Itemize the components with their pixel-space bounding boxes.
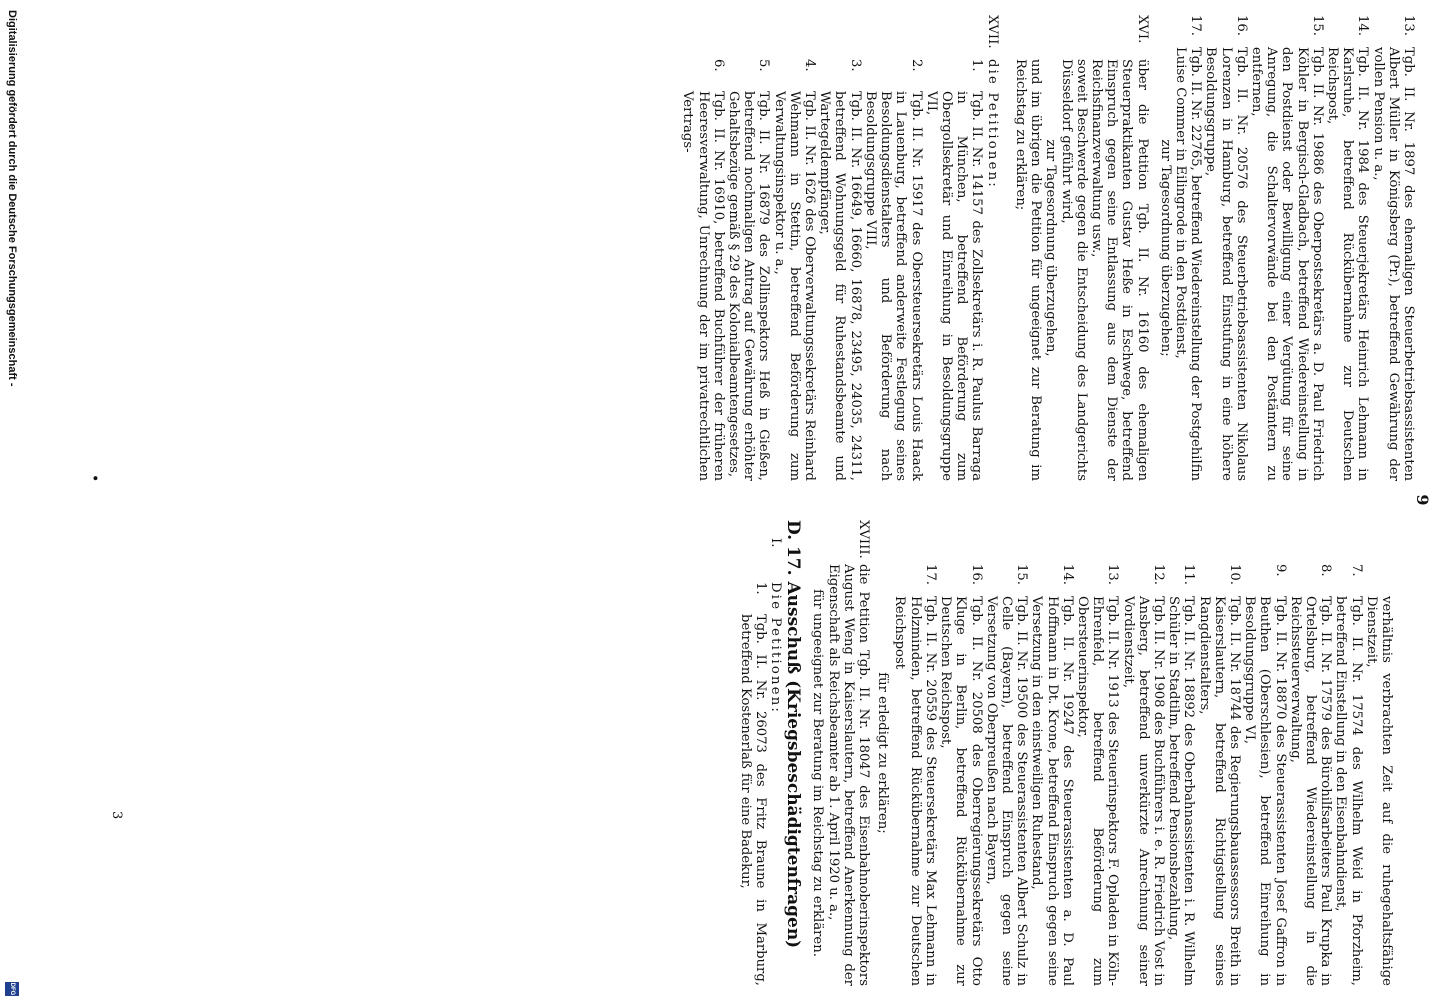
item-text: Tgb. II. Nr. 17579 des Bürohilfsarbeiters Paul Krupka in Ortelsburg, betreffend Wiedereinstellung in die Reichssteuerverwaltung, (1287, 596, 1334, 986)
list-item (1249, 15, 1325, 481)
item-text: Tgb. II. Nr. 17574 des Wilhelm Weid in Pforzheim, betreffend Einstellung in den Eisenbahndienst, (1333, 596, 1364, 986)
subsection-list (680, 59, 984, 481)
item-text: Tgb. II. Nr. 18870 des Steuerassistenten Josef Gaffron in Beuthen (Oberschlesien), betreffend Einreihung in Besoldungsgruppe VI, (1242, 596, 1288, 986)
item-text: Tgb. II. Nr. 16879 des Zollinspektors Heß in Gießen, betreffend nochmaligen Antrag auf Gewährung erhöhter Gehaltsbezüge gemäß § 29 des Kolonialbeamtengesetzes, (726, 91, 772, 481)
roman-numeral: XVI. (1134, 15, 1150, 44)
section-text: über die Petition Tgb. II. Nr. 16160 des ehemaligen Steuerpraktikanten Gustav Heße in Eschwege, betreffend Einspruch gegen seine Entlassung aus dem Dienste der Reichsfinanzverwaltung usw., (1088, 59, 1150, 481)
item-number: 7. (1348, 564, 1364, 577)
item-number: 3. (847, 59, 863, 72)
item-text: Tgb. II. Nr. 18892 des Oberbahnassistenten i. R. Wilhelm Schüler in Stadtilm, betreffend Pensionsbezahlung, (1166, 596, 1197, 986)
left-column (680, 15, 1416, 481)
list-item (1196, 564, 1242, 986)
item-number: 6. (710, 59, 726, 72)
settled-line: für erledigt zu erklären; (875, 672, 891, 834)
item-text: Tgb. II. Nr. 15917 des Obersteuersekretärs Louis Haack in Lauenburg, betreffend anderweite Festlegung seines Besoldungsdienstalters und Beförderung nach Besoldungsgruppe VIII, (862, 91, 924, 481)
item-text: Tgb. II. Nr. 26073 des Fritz Braune in Marburg, betreffend Kostenerlaß für eine Badekur, (737, 614, 768, 986)
item-text: Tgb. II. Nr. 20559 des Steuersekretärs Max Lehmann in Holzminden, betreffend Rückübernahme zur Deutschen Reichspost (892, 596, 938, 986)
item-text: Tgb. II. Nr. 19247 des Steuerassistenten a. D. Paul Hoffmann in Dt. Krone, betreffend Einspruch gegen seine Versetzung in den einstweiligen Ruhestand, (1029, 596, 1075, 986)
item-text: Tgb. II. Nr. 20576 des Steuerbetriebsassistenten Nikolaus Lorenzen in Hamburg, betreffend Einstufung in eine höhere Besoldungsgruppe, (1203, 47, 1249, 481)
roman-numeral: XVII. (984, 15, 1000, 49)
ink-dot: • (86, 474, 102, 483)
agenda-line: zur Tagesordnung überzugehen; (1157, 139, 1173, 357)
continued-text: verhältnis verbrachten Zeit auf die ruhegehaltsfähige Dienstzeit, (1363, 596, 1394, 986)
digitization-credit-strip (0, 0, 22, 1000)
item-number: 5. (756, 59, 772, 72)
item-number: 16. (1233, 15, 1249, 36)
footer-page-number: 3 (109, 811, 124, 820)
list-item (1242, 564, 1288, 986)
section-subclause: zur Tagesordnung überzugehen, (1043, 139, 1059, 357)
section-heading: D. 17. Ausschuß (Kriegsbeschädigtenfragen) (783, 520, 804, 949)
item-number: 2. (908, 59, 924, 72)
item-number: 8. (1318, 564, 1334, 577)
subsection-list (737, 582, 767, 986)
list-item (726, 59, 772, 481)
section-xviii (825, 520, 871, 986)
list-item (984, 564, 1030, 986)
section-xvi (1089, 15, 1150, 481)
item-text: Tgb. II. Nr. 20508 des Oberregierungssekretärs Otto Kluge in Berlin, betreffend Rückübernahme zur Deutschen Reichspost, (938, 596, 984, 986)
item-number: 15. (1014, 564, 1030, 585)
list-item (1075, 564, 1121, 986)
list-item (1029, 564, 1075, 986)
list-item (1325, 15, 1371, 481)
item-number: 13. (1105, 564, 1121, 585)
item-text: Tgb. II. Nr. 19886 des Oberpostsekretärs a. D. Paul Friedrich Köhler in Bergisch-Gladbach, betreffend Wiedereinstellung in den Postdienst oder Bewilligung einer Vergütung für seine Anregung, die Schaltervorwände bei den Postämtern zu entfernen, (1248, 47, 1325, 481)
list-item (737, 582, 767, 986)
dfg-logo-icon: DFG (5, 982, 19, 996)
list-item (892, 564, 938, 986)
item-number: 12. (1150, 564, 1166, 585)
list-item (1120, 564, 1166, 986)
list-item (771, 59, 817, 481)
item-number: 10. (1226, 564, 1242, 585)
item-text: Tgb. II. Nr. 16910, betreffend Buchführer der früheren Heeresverwaltung, Unrechnung der im privatrechtlichen Vertrags- (680, 91, 726, 481)
continued-list (892, 564, 1363, 986)
item-number: 9. (1272, 564, 1288, 577)
item-number: 11. (1181, 564, 1197, 585)
item-text: Tgb. II. Nr. 16649, 16660, 16878, 23495, 24035, 24311, betreffend Wohnungsgeld für Ruhestandsbeamte und Wartegeldempfänger, (817, 91, 863, 481)
item-text: Tgb. II. Nr. 1626 des Oberverwaltungssekretärs Reinhard Wehmann in Stettin, betreffend Beförderung zum Verwaltungsinspektor u. a., (771, 91, 818, 481)
item-number: 13. (1401, 15, 1416, 36)
right-column (737, 520, 1394, 986)
item-text: Tgb. II. Nr. 18744 des Regierungsbauassessors Breith in Kaiserslautern, betreffend Richtigstellung seines Rangdienstalters, (1196, 596, 1242, 986)
section-i (768, 538, 783, 986)
item-text: Tgb. II. Nr. 1913 des Steuerinspektors F. Opladen in Köln-Ehrenfeld, betreffend Beförderung zum Obersteuerinspektor, (1074, 596, 1121, 986)
section-subclause: und im übrigen die Petition für ungeeignet zur Beratung im Reichstag zu erklären; (1012, 59, 1044, 481)
item-number: 4. (802, 59, 818, 72)
item-number: 1. (969, 59, 985, 72)
list-item (1333, 564, 1363, 986)
section-subclause: soweit Beschwerde gegen die Entscheidung des Landgerichts Düsseldorf geführt wird, (1058, 59, 1089, 481)
item-number: 14. (1059, 564, 1075, 585)
item-text: Tgb. II. Nr. 1984 des Steuerjekretärs Heinrich Lehmann in Karlsruhe, betreffend Rückübernahme zur Deutschen Reichspost, (1324, 47, 1371, 481)
item-text: Tgb. II. Nr. 14157 des Zollsekretärs i. R. Paulus Barraga in München, betreffend Beförderung zum Obergollsekretär und Einreihung in Besoldungsgruppe VII, (923, 91, 985, 481)
section-xvii (984, 15, 999, 481)
page-number: 9 (1413, 494, 1432, 506)
item-text: Tgb. II. Nr. 22765, betreffend Wiedereinstellung der Postgehilfin Luise Commer in Eilingrode in den Postdienst, (1172, 47, 1204, 481)
item-number: 15. (1309, 15, 1325, 36)
item-number: 16. (968, 564, 984, 585)
list-item (1288, 564, 1334, 986)
item-text: Tgb. II. Nr. 19500 des Steuerassistenten Albert Schulz in Celle (Bayern), betreffend Einspruch gegen seine Versetzung von Oberpreußen nach Bayern, (983, 596, 1030, 986)
list-item (924, 59, 985, 481)
roman-numeral: I. (768, 538, 784, 548)
item-number: 1. (752, 582, 768, 595)
roman-numeral: XVIII. (856, 520, 872, 559)
digitization-credit-text: Digitalisierung gefördert durch die Deutsche Forschungsgemeinschaft - (6, 10, 18, 387)
item-text: Tgb. II. Nr. 1908 des Buchführers i. e. R. Friedrich Vost in Ansberg, betreffend unverkürzte Anrechnung seiner Vordienstzeit, (1120, 596, 1166, 986)
section-text: die Petition Tgb. II. Nr. 18047 des Eisenbahnoberinspektors August Weng in Kaiserslautern, betreffend Anerkennung der Eigenschaft als Reichsbeamter ab 1. April 1920 u. a., (825, 564, 872, 986)
list-item (938, 564, 984, 986)
item-text: Tgb. II. Nr. 1897 des ehemaligen Steuerbetriebsassistenten Albert Müller in Königsberg (Pr.), betreffend Gewährung der vollen Pension u. a., (1370, 47, 1416, 481)
list-item (1370, 15, 1416, 481)
section-text: die Petitionen: (984, 59, 1000, 189)
list-item (680, 59, 726, 481)
section-subclause: für ungeeignet zur Beratung im Reichstag zu erklären. (810, 589, 826, 957)
item-number: 17. (922, 564, 938, 585)
section-text: Die Petitionen: (768, 582, 784, 715)
list-item (1166, 564, 1196, 986)
list-item (863, 59, 924, 481)
list-item (817, 59, 863, 481)
item-number: 17. (1188, 15, 1204, 36)
list-item (1173, 15, 1203, 481)
list-item (1203, 15, 1249, 481)
item-number: 14. (1355, 15, 1371, 36)
